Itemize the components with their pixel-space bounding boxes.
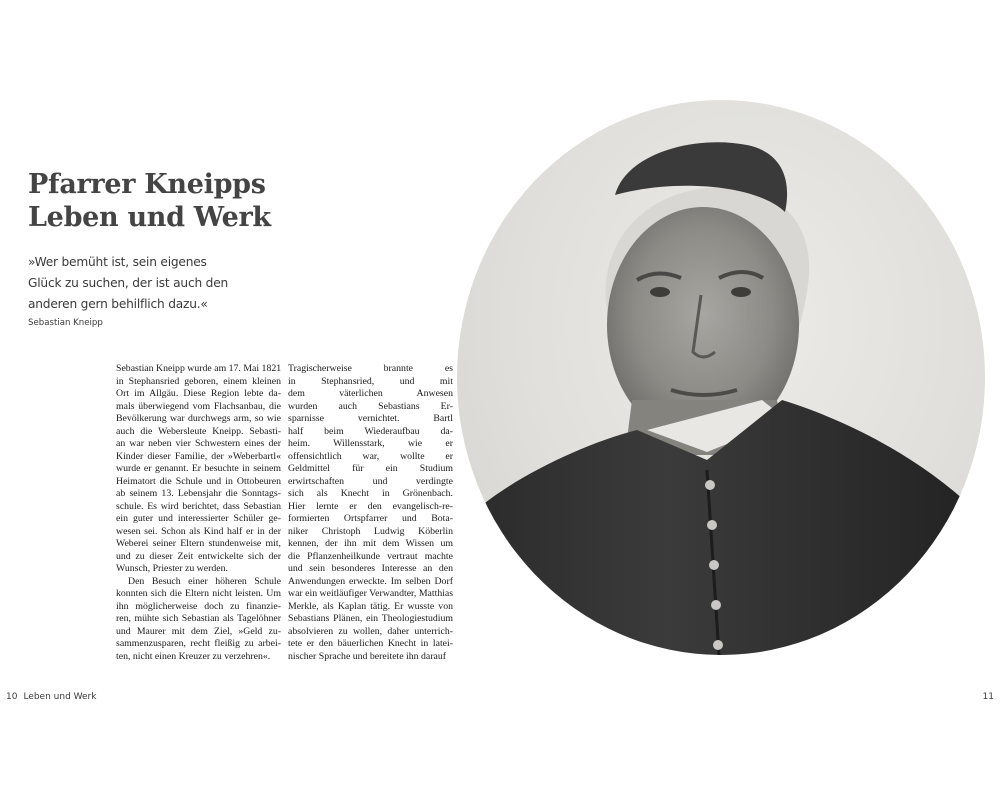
text-line: schule. Es wird berichtet, dass Sebastian: [116, 500, 281, 512]
text-line: kennen, der ihn mit dem Wissen um: [288, 538, 453, 549]
text-line: Hier lernte er den evangelisch-re-: [288, 500, 453, 512]
text-line: auch die Webersleute Kneipp. Sebasti-: [116, 425, 281, 437]
text-line: Wunsch, Priester zu werden.: [116, 563, 228, 574]
text-line: konnten sich die Eltern nicht leisten. Um: [116, 588, 281, 599]
portrait-illustration: [457, 100, 985, 655]
text-line: nischer Sprache und bereitete ihn darauf: [288, 650, 447, 662]
text-line: die Pflanzenheilkunde vertraut machte: [288, 550, 453, 562]
text-line: Geldmittel für ein Studium: [288, 463, 453, 474]
quote-author: Sebastian Kneipp: [28, 318, 103, 328]
page-number-left: 10: [6, 692, 18, 702]
text-line: ihn möglicherweise doch zu finanzie-: [116, 600, 281, 612]
text-line: ab seinem 13. Lebensjahr die Sonntags-: [116, 488, 281, 499]
body-text-column-1: [116, 363, 281, 663]
text-line: ein guter und interessierter Schüler ge-: [116, 513, 281, 524]
text-line: offensichtlich war, wollte er: [288, 450, 453, 462]
text-line: Bevölkerung war durchwegs arm, so wie: [116, 413, 281, 424]
text-line: wurde er genannt. Er besuchte in seinem: [116, 463, 281, 474]
text-line: in Stephansried, und mit: [288, 375, 453, 387]
text-line: war ein weitläufiger Verwandter, Matthias: [288, 588, 454, 599]
text-line: sparnisse vernichtet. Bartl: [288, 413, 453, 424]
text-line: Merkle, als Kaplan tätig. Er wusste von: [288, 600, 453, 612]
page-number-right: 11: [982, 692, 994, 702]
text-line: absolvieren zu wollen, daher unterrich-: [288, 625, 453, 637]
text-line: ten, nicht einen Kreuzer zu verzehren«.: [116, 650, 271, 662]
text-line: heim. Willensstark, wie er: [288, 438, 453, 449]
quote-line: »Wer bemüht ist, sein eigenes: [28, 255, 207, 269]
text-line: niker Christoph Ludwig Köberlin: [288, 525, 453, 537]
text-line: wurden auch Sebastians Er-: [288, 400, 453, 412]
text-line: und zu dieser Zeit entwickelte sich der: [116, 550, 281, 562]
text-line: mals überwiegend vom Flachsanbau, die: [116, 400, 281, 412]
quote-line: anderen gern behilflich dazu.«: [28, 297, 208, 311]
chapter-title-line-2: Leben und Werk: [28, 202, 271, 233]
text-line: formierten Ortspfarrer und Bota-: [288, 513, 453, 524]
text-line: und Maurer mit dem Ziel, »Geld zu-: [116, 625, 281, 637]
text-line: dem väterlichen Anwesen: [288, 388, 453, 399]
epigraph-quote: [28, 252, 238, 315]
text-line: Sebastian Kneipp wurde am 17. Mai 1821: [116, 363, 282, 374]
running-section-title: Leben und Werk: [23, 692, 97, 702]
text-line: Anwendungen erweckte. Im selben Dorf: [288, 575, 453, 587]
portrait-photo: [457, 100, 985, 655]
text-line: Kinder dieser Familie, der »Weberbartl«: [116, 450, 281, 462]
quote-line: Glück zu suchen, der ist auch den: [28, 276, 229, 290]
text-line: Tragischerweise brannte es: [288, 363, 453, 374]
text-line: half beim Wiederaufbau da-: [288, 425, 453, 437]
footer-left: [6, 692, 102, 702]
text-line: ren, mühte sich Sebastian als Tagelöhner: [116, 613, 281, 624]
text-line: Sebastians Plänen, ein Theologiestudium: [288, 613, 453, 624]
body-text-column-2: [288, 363, 453, 663]
chapter-title-line-1: Pfarrer Kneipps: [28, 169, 266, 200]
text-line: und sein besonderes Interesse an den: [288, 563, 453, 574]
text-line: sich als Knecht in Grönenbach.: [288, 488, 453, 499]
text-line: erwirtschaften und verdingte: [288, 475, 453, 487]
text-line: an war neben vier Schwestern eines der: [116, 438, 281, 449]
text-line: Ort im Allgäu. Diese Region lebte da-: [116, 388, 281, 399]
text-line: wesen sei. Schon als Kind half er in der: [116, 525, 281, 537]
text-line: Heimatort die Schule und in Ottobeuren: [116, 475, 281, 487]
text-line: tete er den bäuerlichen Knecht in latei-: [288, 638, 453, 649]
text-line: sammenzusparen, recht fleißig zu arbei-: [116, 638, 281, 649]
text-line: in Stephansried geboren, einem kleinen: [116, 375, 281, 387]
text-line: Den Besuch einer höheren Schule: [128, 575, 281, 587]
text-line: Weberei seiner Eltern stundenweise mit,: [116, 538, 281, 549]
chapter-title: [28, 168, 271, 234]
